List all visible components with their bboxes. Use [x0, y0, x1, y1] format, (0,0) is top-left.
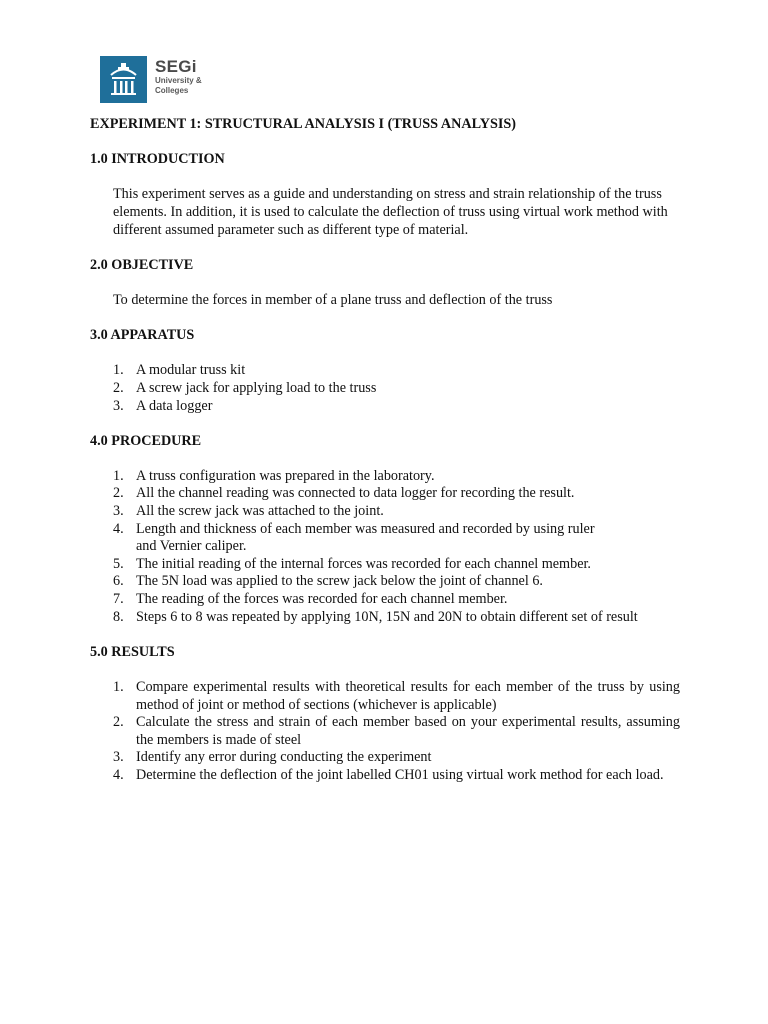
procedure-list [90, 468, 680, 626]
list-item: 3. All the screw jack was attached to the joint. [113, 503, 384, 520]
document-body [90, 116, 680, 785]
document-title: EXPERIMENT 1: STRUCTURAL ANALYSIS I (TRUSS ANALYSIS) [90, 116, 517, 132]
list-item: 2. A screw jack for applying load to the truss [113, 379, 377, 396]
list-item: 1. A truss configuration was prepared in the laboratory. [113, 467, 435, 484]
list-item: 3. A data logger [113, 397, 213, 414]
list-item: 8. Steps 6 to 8 was repeated by applying 10N, 15N and 20N to obtain different set of result [113, 608, 638, 625]
apparatus-list [90, 362, 680, 415]
list-item: 2. All the channel reading was connected to data logger for recording the result. [113, 485, 575, 502]
list-item: 3. Identify any error during conducting the experiment [113, 749, 432, 766]
objective-text: To determine the forces in member of a plane truss and deflection of the truss [113, 291, 553, 308]
list-item: 1. Compare experimental results with theoretical results for each member of the truss by using method of joint or method of sections (whichever is applicable) [113, 679, 680, 713]
logo-text [155, 56, 202, 95]
logo-sub-line-2: Colleges [155, 85, 189, 95]
list-item: 2. Calculate the stress and strain of each member based on your experimental results, assuming the members is made of steel [113, 714, 680, 748]
logo-sub-line-1: University & [155, 76, 202, 85]
list-item: 5. The initial reading of the internal forces was recorded for each channel member. [113, 555, 591, 572]
segi-logo [100, 56, 202, 103]
list-item: 4. Length and thickness of each member was measured and recorded by using ruler and Vernier caliper. [113, 520, 595, 555]
heading-results: 5.0 RESULTS [90, 643, 175, 660]
logo-subtitle [155, 76, 202, 95]
segi-emblem-icon [100, 56, 147, 103]
logo-brand: SEGi [155, 57, 197, 76]
heading-introduction: 1.0 INTRODUCTION [90, 151, 225, 168]
introduction-text: This experiment serves as a guide and understanding on stress and strain relationship of the truss elements. In addition, it is used to calculate the deflection of truss using virtual work method with different assumed parameter such as different type of material. [113, 186, 668, 238]
results-list [90, 679, 680, 785]
list-item: 1. A modular truss kit [113, 362, 246, 379]
list-item: 4. Determine the deflection of the joint labelled CH01 using virtual work method for each load. [113, 766, 664, 783]
heading-apparatus: 3.0 APPARATUS [90, 327, 195, 344]
list-item: 7. The reading of the forces was recorded for each channel member. [113, 591, 508, 608]
list-item: 6. The 5N load was applied to the screw jack below the joint of channel 6. [113, 573, 543, 590]
heading-procedure: 4.0 PROCEDURE [90, 432, 202, 449]
heading-objective: 2.0 OBJECTIVE [90, 256, 194, 273]
